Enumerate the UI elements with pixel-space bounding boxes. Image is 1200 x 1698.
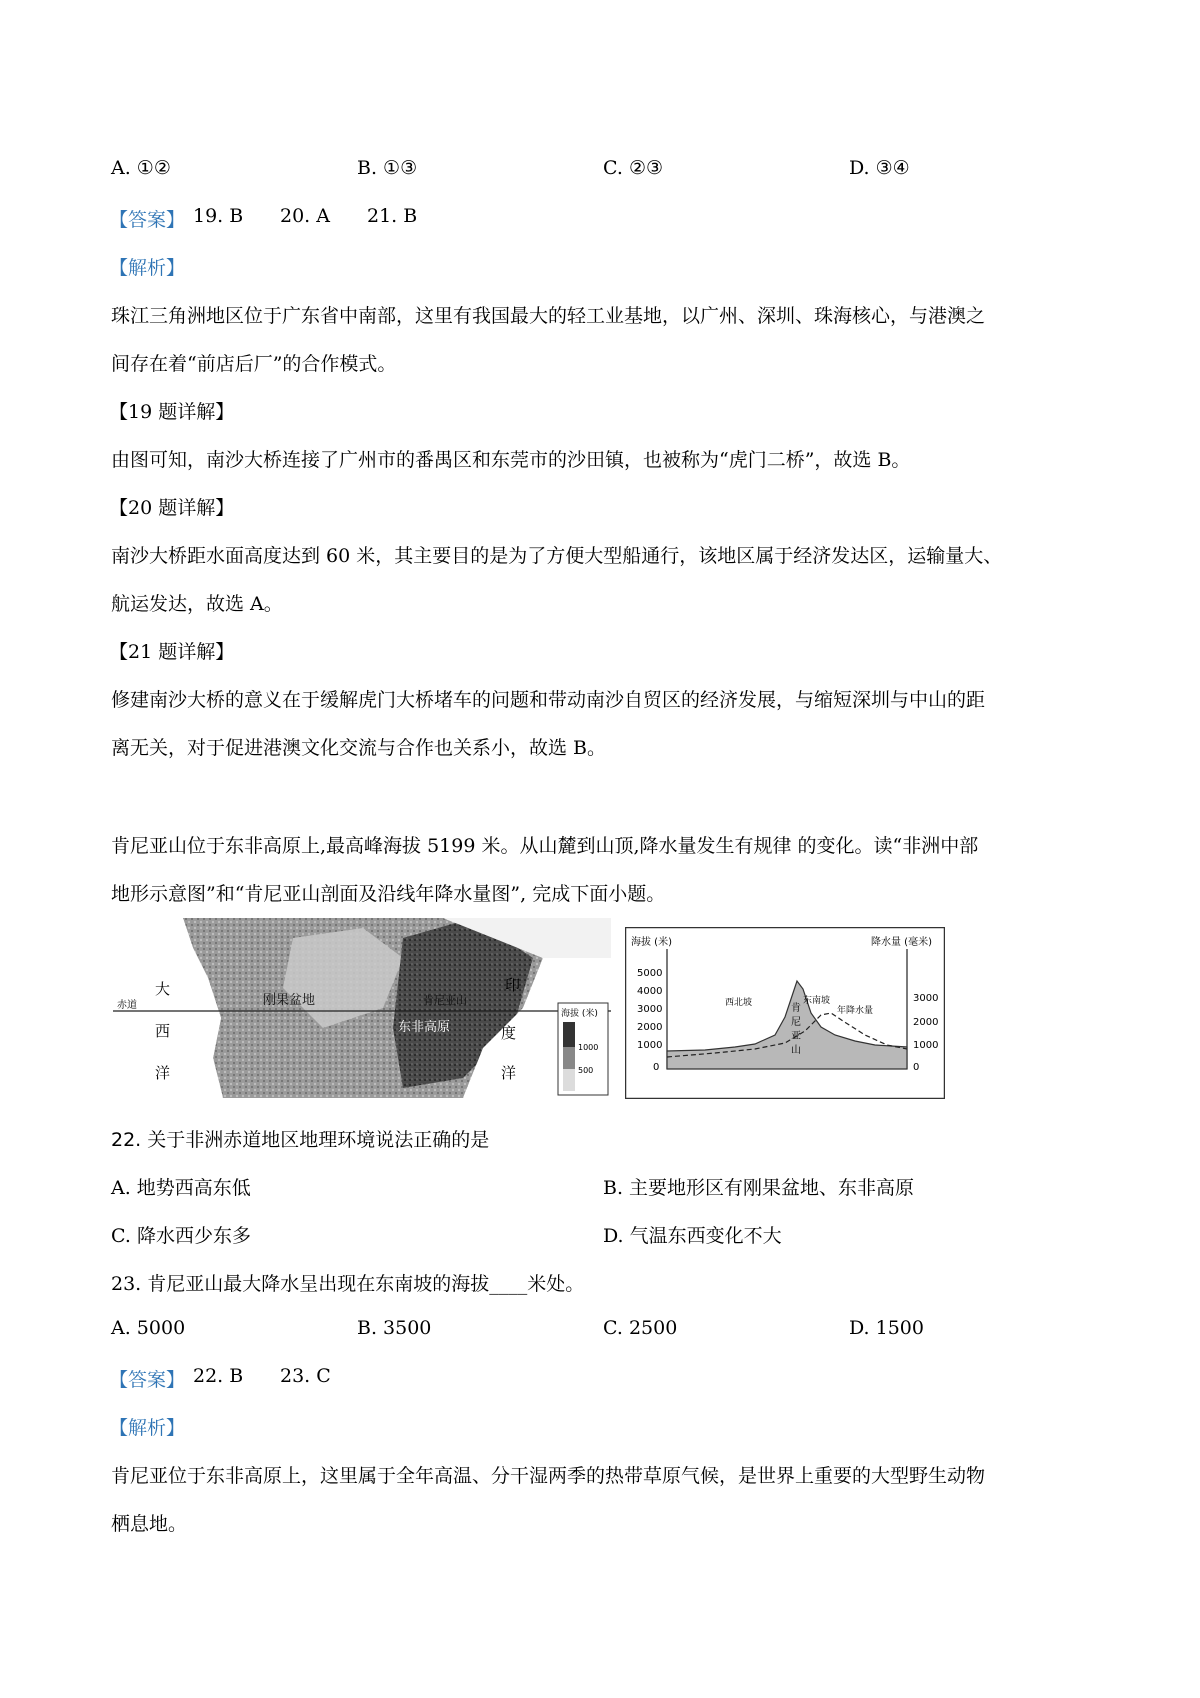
map-label-yang2: 洋 xyxy=(501,1064,517,1082)
q21-option-a[interactable]: A. ①② xyxy=(111,157,171,179)
detail-21-text-line1: 修建南沙大桥的意义在于缓解虎门大桥堵车的问题和带动南沙自贸区的经济发展，与缩短深圳与中山的距 xyxy=(111,689,986,711)
left-tick-2000: 2000 xyxy=(637,1022,663,1033)
detail-21-text-line2: 离无关，对于促进港澳文化交流与合作也关系小，故选 B。 xyxy=(111,737,607,759)
map-label-yang: 洋 xyxy=(155,1064,171,1082)
answer2-label: 【答案】 xyxy=(109,1369,186,1391)
analysis2-label: 【解析】 xyxy=(109,1417,186,1439)
legend-500: 500 xyxy=(578,1066,594,1075)
map-label-da: 大 xyxy=(155,980,171,998)
q22-option-a[interactable]: A. 地势西高东低 xyxy=(111,1177,251,1199)
map-label-du: 度 xyxy=(501,1024,517,1042)
analysis-text-line1: 珠江三角洲地区位于广东省中南部，这里有我国最大的轻工业基地，以广州、深圳、珠海核心，与港澳之 xyxy=(111,305,986,327)
q22-stem: 22. 关于非洲赤道地区地理环境说法正确的是 xyxy=(111,1129,490,1151)
right-axis-title: 降水量 (毫米) xyxy=(871,937,932,948)
q22-option-c[interactable]: C. 降水西少东多 xyxy=(111,1225,251,1247)
answer-21: 21. B xyxy=(367,205,418,227)
q21-option-d[interactable]: D. ③④ xyxy=(849,157,910,179)
detail-20-text-line2: 航运发达，故选 A。 xyxy=(111,593,283,615)
q21-option-c[interactable]: C. ②③ xyxy=(603,157,664,179)
right-tick-0: 0 xyxy=(913,1062,920,1073)
nw-slope-label: 西北坡 xyxy=(725,998,753,1008)
detail-19-text: 由图可知，南沙大桥连接了广州市的番禺区和东莞市的沙田镇，也被称为“虎门二桥”，故选 B。 xyxy=(111,449,911,471)
legend-title: 海拔 (米) xyxy=(561,1009,598,1019)
mountain-char-2: 尼 xyxy=(791,1017,801,1028)
mountain-char-4: 山 xyxy=(791,1045,801,1056)
detail-19-heading: 【19 题详解】 xyxy=(109,401,235,423)
left-tick-4000: 4000 xyxy=(637,986,663,997)
q22-option-b[interactable]: B. 主要地形区有刚果盆地、东非高原 xyxy=(603,1177,915,1199)
q23-option-d[interactable]: D. 1500 xyxy=(849,1317,924,1339)
answer-22: 22. B xyxy=(193,1365,244,1387)
answer-label: 【答案】 xyxy=(109,209,186,231)
analysis-text-line2: 间存在着“前店后厂”的合作模式。 xyxy=(111,353,397,375)
congo-basin-label: 刚果盆地 xyxy=(263,993,316,1008)
q23-stem: 23. 肯尼亚山最大降水呈出现在东南坡的海拔____米处。 xyxy=(111,1273,585,1295)
right-tick-3000: 3000 xyxy=(913,993,939,1004)
legend-1000: 1000 xyxy=(578,1043,599,1052)
left-tick-5000: 5000 xyxy=(637,968,663,979)
intro-line2: 地形示意图”和“肯尼亚山剖面及沿线年降水量图”, 完成下面小题。 xyxy=(111,883,666,905)
mountain-char-3: 亚 xyxy=(791,1031,801,1042)
se-slope-label: 东南坡 xyxy=(803,996,831,1006)
central-africa-terrain-map xyxy=(113,918,611,1098)
intro-line1: 肯尼亚山位于东非高原上,最高峰海拔 5199 米。从山麓到山顶,降水量发生有规律 的变化。读“非洲中部 xyxy=(111,835,979,857)
left-axis-title: 海拔 (米) xyxy=(631,937,672,948)
right-tick-1000: 1000 xyxy=(913,1040,939,1051)
analysis-label: 【解析】 xyxy=(109,257,186,279)
q23-option-c[interactable]: C. 2500 xyxy=(603,1317,678,1339)
map-label-xi: 西 xyxy=(155,1022,171,1040)
equator-label: 赤道 xyxy=(117,1000,137,1011)
answer-20: 20. A xyxy=(280,205,330,227)
q22-option-d[interactable]: D. 气温东西变化不大 xyxy=(603,1225,782,1247)
mountain-char-1: 肯 xyxy=(791,1003,801,1014)
right-tick-2000: 2000 xyxy=(913,1017,939,1028)
map-label-yin: 印 xyxy=(505,976,521,994)
detail-20-text-line1: 南沙大桥距水面高度达到 60 米，其主要目的是为了方便大型船通行，该地区属于经济发达区，运输量大、 xyxy=(111,545,1003,567)
kenya-mountain-label: 肯尼亚山 xyxy=(423,994,467,1007)
detail-20-heading: 【20 题详解】 xyxy=(109,497,235,519)
annual-rain-label: 年降水量 xyxy=(837,1006,874,1016)
q23-option-a[interactable]: A. 5000 xyxy=(111,1317,186,1339)
east-africa-plateau-label: 东非高原 xyxy=(398,1020,451,1035)
analysis2-text-line1: 肯尼亚位于东非高原上，这里属于全年高温、分干湿两季的热带草原气候，是世界上重要的大型野生动物 xyxy=(111,1465,986,1487)
detail-21-heading: 【21 题详解】 xyxy=(109,641,235,663)
analysis2-text-line2: 栖息地。 xyxy=(111,1513,188,1535)
q23-option-b[interactable]: B. 3500 xyxy=(357,1317,432,1339)
left-tick-1000: 1000 xyxy=(637,1040,663,1051)
answer-23: 23. C xyxy=(280,1365,331,1387)
left-tick-3000: 3000 xyxy=(637,1004,663,1015)
kenya-mountain-profile-chart xyxy=(625,927,945,1099)
q21-option-b[interactable]: B. ①③ xyxy=(357,157,418,179)
answer-19: 19. B xyxy=(193,205,244,227)
left-tick-0: 0 xyxy=(653,1062,660,1073)
